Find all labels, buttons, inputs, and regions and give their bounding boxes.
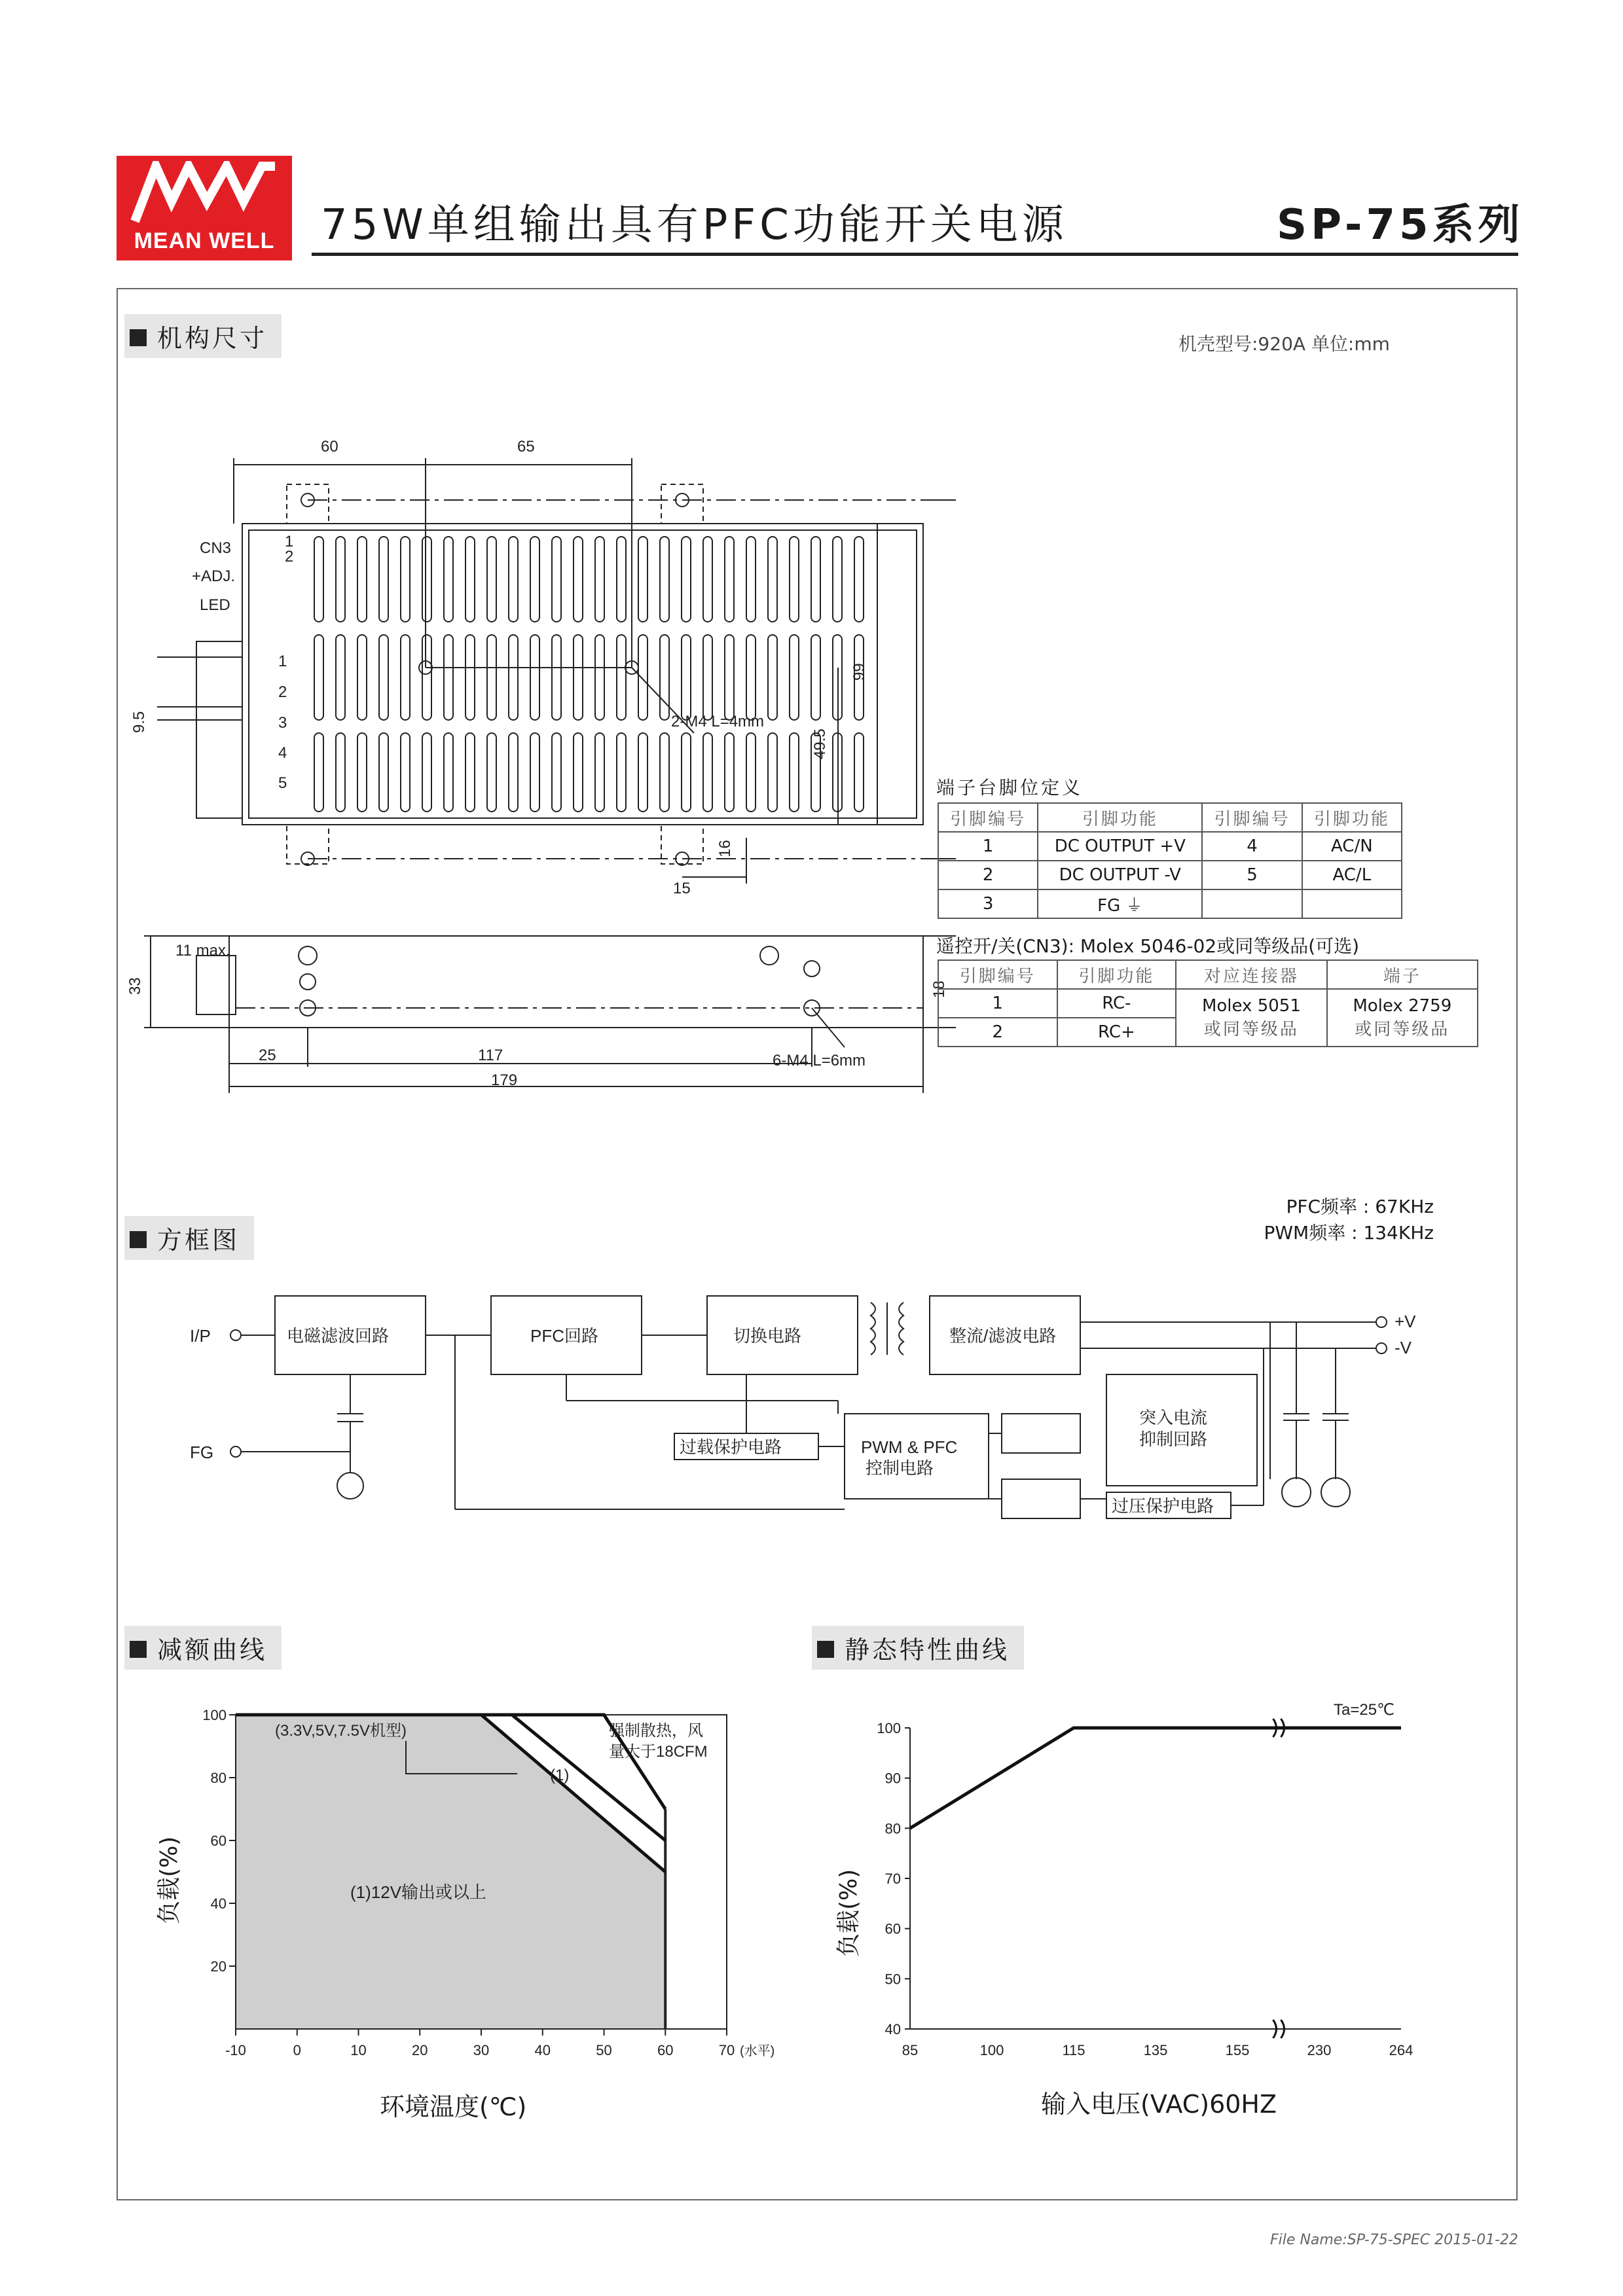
vent-slot (314, 537, 323, 622)
vent-slot (617, 537, 626, 622)
vent-slot (530, 537, 539, 622)
table-cell: AC/N (1302, 832, 1402, 861)
vent-slot (768, 537, 777, 622)
dim-label: 9.5 (130, 711, 148, 733)
x-tick-label: 20 (412, 2042, 428, 2058)
vent-slot (746, 537, 756, 622)
vent-slot (314, 635, 323, 720)
x-tick-label: 60 (657, 2042, 674, 2058)
table-cell: DC OUTPUT -V (1038, 861, 1202, 889)
vent-slot (552, 635, 561, 720)
dim-label: 16 (716, 840, 734, 857)
y-tick-label: 40 (210, 1895, 227, 1912)
block-rect: 整流/滤波电路 (949, 1326, 1057, 1346)
square-bullet-icon (130, 329, 147, 346)
led-label: LED (200, 596, 230, 614)
x-tick-label: 10 (350, 2042, 367, 2058)
y-tick-label: 60 (210, 1833, 227, 1849)
vent-slot (854, 537, 864, 622)
block-emi: 电磁滤波回路 (287, 1326, 390, 1346)
table-cell (1302, 889, 1402, 918)
static-x-label: 输入电压(VAC)60HZ (1041, 2090, 1277, 2119)
vent-slot (574, 733, 583, 812)
block-ovp: 过压保护电路 (1112, 1496, 1214, 1516)
cn3-table (938, 960, 1478, 1047)
freq-pwm: PWM频率 : 134KHz (1264, 1222, 1434, 1244)
mechanical-drawing (118, 419, 956, 1113)
block-olp: 过载保护电路 (680, 1437, 782, 1457)
table-cell: FG ⏚ (1038, 889, 1202, 918)
annotation: 量大于18CFM (609, 1743, 708, 1761)
vent-slot (357, 733, 367, 812)
annotation: 强制散热，风 (609, 1722, 703, 1740)
vent-slot (552, 733, 561, 812)
dim-label: 49.5 (811, 728, 829, 759)
table-row (938, 803, 1402, 832)
vent-slot (422, 733, 431, 812)
y-tick-label: 20 (210, 1958, 227, 1975)
series-title: SP-75系列 (1277, 201, 1524, 249)
table-row (938, 861, 1402, 889)
io-ip: I/P (190, 1326, 211, 1346)
x-tick-label: 155 (1225, 2042, 1250, 2058)
safe-area (236, 1715, 665, 2029)
block-inrush: 抑制回路 (1139, 1429, 1208, 1449)
block-pfc: PFC回路 (530, 1326, 599, 1346)
vent-slot (768, 635, 777, 720)
x-tick-label: 0 (293, 2042, 301, 2058)
vent-slot (682, 635, 691, 720)
vent-slot (595, 635, 604, 720)
mw-logo-mark (128, 161, 280, 226)
vent-slot (336, 537, 345, 622)
vent-slot (595, 733, 604, 812)
table-row (938, 989, 1478, 1018)
vent-slot (401, 635, 410, 720)
vent-slot (444, 733, 453, 812)
vent-slot (725, 537, 734, 622)
dim-label: 18 (930, 980, 948, 998)
table-cell: AC/L (1302, 861, 1402, 889)
table-cell: 3 (938, 889, 1038, 918)
dim-label: 25 (259, 1047, 276, 1064)
y-tick-label: 50 (884, 1971, 901, 1988)
vent-slot (422, 537, 431, 622)
table-cell (1202, 889, 1302, 918)
vent-slot (444, 537, 453, 622)
cn3-pin: 2 (285, 548, 294, 565)
table-header: 引脚功能 (1057, 960, 1176, 989)
vent-slot (487, 733, 496, 812)
vent-slot (617, 733, 626, 812)
vent-slot (530, 635, 539, 720)
y-tick-label: 100 (202, 1707, 227, 1723)
io-pos: +V (1395, 1312, 1416, 1331)
derating-chart (151, 1702, 805, 2134)
vent-slot (746, 733, 756, 812)
block-pwm: 控制电路 (866, 1458, 934, 1478)
vent-slot (401, 733, 410, 812)
vent-slot (379, 635, 388, 720)
y-tick-label: 60 (884, 1920, 901, 1937)
vent-slot (574, 635, 583, 720)
vent-slot (465, 733, 475, 812)
x-tick-label: 85 (902, 2042, 919, 2058)
table-cell: RC- (1057, 989, 1176, 1018)
table-header: 引脚编号 (938, 803, 1038, 832)
derating-x-label: 环境温度(℃) (380, 2092, 527, 2121)
table-cell: 1 (938, 832, 1038, 861)
dim-label: 179 (491, 1071, 518, 1089)
table-cell: 1 (938, 989, 1057, 1018)
x-tick-label: 135 (1143, 2042, 1168, 2058)
cn3-label: CN3 (200, 539, 232, 557)
vent-slot (660, 537, 669, 622)
table-header: 引脚功能 (1038, 803, 1202, 832)
vent-slot (336, 733, 345, 812)
table-cell: 4 (1202, 832, 1302, 861)
x-tick-label: 264 (1389, 2042, 1413, 2058)
table-row (938, 832, 1402, 861)
terminal-number: 3 (278, 714, 287, 732)
vent-slot (314, 733, 323, 812)
vent-slot (465, 537, 475, 622)
x-tick-label: 50 (596, 2042, 612, 2058)
cn3-pin: 1 (285, 533, 294, 550)
vent-slot (357, 537, 367, 622)
meanwell-logo (117, 156, 292, 260)
table-cell: RC+ (1057, 1018, 1176, 1047)
vent-slot (833, 537, 842, 622)
block-switch: 切换电路 (733, 1326, 802, 1346)
y-tick-label: 80 (884, 1820, 901, 1837)
vent-slot (682, 537, 691, 622)
vent-slot (854, 733, 864, 812)
vent-slot (509, 537, 518, 622)
table-cell: 2 (938, 861, 1038, 889)
static-chart (845, 1702, 1434, 2094)
vent-slot (790, 537, 799, 622)
terminal-table-title: 端子台脚位定义 (936, 777, 1084, 798)
case-outline-side (229, 936, 923, 1028)
vent-slot (725, 635, 734, 720)
x-tick-label: 100 (979, 2042, 1004, 2058)
footer-filename: File Name:SP-75-SPEC 2015-01-22 (1270, 2232, 1518, 2248)
vent-slot (790, 635, 799, 720)
annotation: (3.3V,5V,7.5V机型) (275, 1722, 407, 1740)
table-header: 端子 (1327, 960, 1478, 989)
vent-slot (682, 733, 691, 812)
dim-label: 60 (321, 438, 338, 456)
vent-slot (746, 635, 756, 720)
header-rule (312, 253, 1518, 256)
vent-slot (444, 635, 453, 720)
vent-slot (660, 635, 669, 720)
terminal-number: 2 (278, 683, 287, 701)
static-y-label: 负载(%) (835, 1869, 862, 1957)
dim-label: 33 (126, 977, 144, 995)
vent-slot (811, 537, 820, 622)
x-tick-label: 40 (534, 2042, 551, 2058)
vent-slot (487, 537, 496, 622)
terminal-number: 1 (278, 653, 287, 670)
vent-slot (465, 635, 475, 720)
x-tick-label: 230 (1307, 2042, 1332, 2058)
table-cell: 5 (1202, 861, 1302, 889)
vent-slot (725, 733, 734, 812)
dim-label: 65 (517, 438, 535, 456)
vent-slot (530, 733, 539, 812)
vent-slot (790, 733, 799, 812)
ta-label: Ta=25℃ (1333, 1702, 1395, 1719)
dim-label: 117 (478, 1047, 503, 1064)
y-tick-label: 90 (884, 1770, 901, 1787)
vent-slot (638, 733, 647, 812)
terminal-number: 4 (278, 744, 287, 762)
block-diagram (183, 1283, 1467, 1558)
x-tick-label: -10 (225, 2042, 246, 2058)
vent-slot (660, 733, 669, 812)
screw-label-top: 2-M4 L=4mm (671, 713, 765, 730)
vent-slot (638, 635, 647, 720)
terminal-number: 5 (278, 774, 287, 792)
table-cell: DC OUTPUT +V (1038, 832, 1202, 861)
table-row (938, 960, 1478, 989)
section-static: 静态特性曲线 (812, 1626, 1024, 1670)
vent-slot (509, 635, 518, 720)
vent-slot (552, 537, 561, 622)
vent-slot (401, 537, 410, 622)
table-header: 引脚功能 (1302, 803, 1402, 832)
x-tick-label: 30 (473, 2042, 490, 2058)
section-block-diagram: 方框图 (124, 1216, 254, 1260)
block-pwm: PWM & PFC (861, 1437, 958, 1457)
square-bullet-icon (130, 1231, 147, 1248)
vent-slot (617, 635, 626, 720)
block-inrush: 突入电流 (1139, 1408, 1208, 1427)
y-tick-label: 80 (210, 1770, 227, 1786)
x-tick-label: 70 (718, 2042, 735, 2058)
table-cell: 2 (938, 1018, 1057, 1047)
vent-slot (379, 537, 388, 622)
vent-slot (487, 635, 496, 720)
vent-slot (509, 733, 518, 812)
vent-slot (811, 635, 820, 720)
vent-slot (703, 537, 712, 622)
dim-label: 11 max. (175, 942, 230, 960)
square-bullet-icon (817, 1641, 834, 1658)
io-neg: -V (1395, 1338, 1412, 1357)
x-tick-label: 115 (1062, 2042, 1085, 2058)
vent-slot (768, 733, 777, 812)
screw-label-side: 6-M4 L=6mm (773, 1052, 866, 1069)
vent-slot (638, 537, 647, 622)
y-tick-label: 100 (877, 1720, 901, 1736)
dim-label: 99 (850, 663, 868, 681)
static-curve (910, 1728, 1401, 1828)
vent-slot (574, 537, 583, 622)
section-derating: 减额曲线 (124, 1626, 282, 1670)
vent-slot (703, 635, 712, 720)
vent-slot (595, 537, 604, 622)
connector-cell: Molex 5051 或同等级品 (1176, 989, 1326, 1047)
adj-label: +ADJ. (192, 567, 236, 585)
table-header: 引脚编号 (938, 960, 1057, 989)
io-fg: FG (190, 1443, 214, 1462)
vent-slot (336, 635, 345, 720)
square-bullet-icon (130, 1641, 147, 1658)
table-header: 引脚编号 (1202, 803, 1302, 832)
page-title: 75W单组输出具有PFC功能开关电源 (321, 201, 1068, 249)
terminal-table (938, 802, 1402, 919)
cn3-table-title: 遥控开/关(CN3): Molex 5046-02或同等级品(可选) (936, 935, 1360, 957)
vent-slot (703, 733, 712, 812)
annotation: (1) (550, 1767, 570, 1784)
dim-label (955, 669, 956, 694)
x-note: (水平) (740, 2044, 775, 2058)
vent-slot (379, 733, 388, 812)
vent-slot (357, 635, 367, 720)
y-tick-label: 40 (884, 2021, 901, 2037)
freq-pfc: PFC频率 : 67KHz (1286, 1196, 1434, 1217)
case-info: 机壳型号:920A 单位:mm (1178, 333, 1390, 355)
vent-slot (422, 635, 431, 720)
table-header: 对应连接器 (1176, 960, 1326, 989)
section-mechanical: 机构尺寸 (124, 314, 282, 358)
derating-y-label: 负载(%) (156, 1836, 183, 1924)
y-tick-label: 70 (884, 1871, 901, 1887)
table-row (938, 889, 1402, 918)
logo-text: MEAN WELL (134, 228, 275, 253)
dim-label: 15 (673, 880, 691, 897)
annotation: (1)12V输出或以上 (350, 1882, 487, 1902)
terminal-cell: Molex 2759 或同等级品 (1327, 989, 1478, 1047)
